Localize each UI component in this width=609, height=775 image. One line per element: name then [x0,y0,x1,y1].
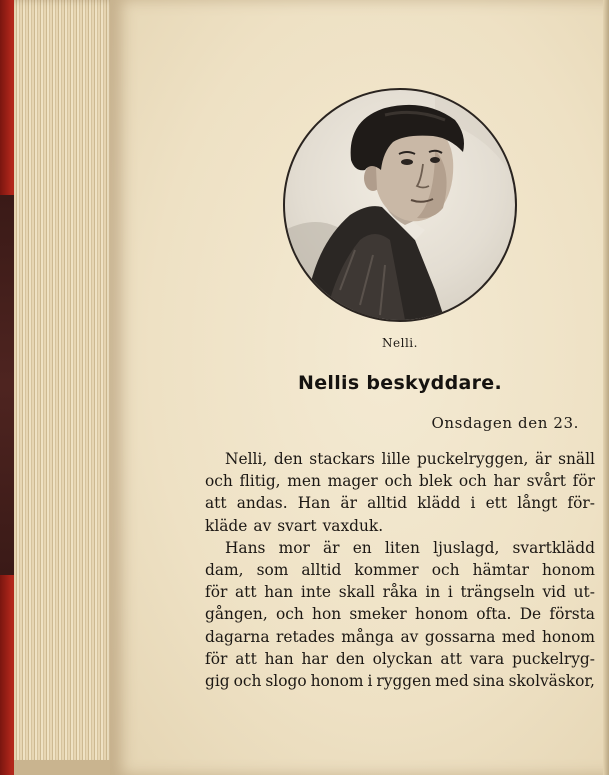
paragraph-2 [205,537,595,692]
text-line: dagarna retades många av gossarna med honom [205,627,595,646]
portrait-caption: Nelli. [382,336,418,350]
page-stack-edges [14,0,118,768]
paragraph-1 [205,448,595,537]
body-text [205,448,595,692]
text-line: för att han har den olyckan att vara puckelryg- [205,649,595,668]
chapter-title: Nellis beskyddare. [298,372,502,394]
page-stack-bottom [14,760,124,775]
portrait-illustration [283,88,517,322]
text-line: kläde av svart vaxduk. [205,516,384,535]
text-line: Nelli, den stackars lille puckelryggen, är snäll [225,450,595,468]
text-line: dam, som alltid kommer och hämtar honom [205,560,595,579]
text-line: gången, och hon smeker honom ofta. De första [205,605,595,624]
chapter-dateline: Onsdagen den 23. [431,414,579,432]
text-line: och flitig, men mager och blek och har svårt för [205,472,595,491]
text-line: för att han inte skall råka in i trängseln vid ut- [205,583,595,602]
portrait-drawing [285,90,515,320]
text-line: gig och slogo honom i ryggen med sina skolväskor, [205,671,595,690]
text-line: Hans mor är en liten ljuslagd, svartklädd [225,538,595,557]
page-right-edge [603,0,609,775]
text-line: att andas. Han är alltid klädd i ett långt för- [205,494,595,513]
